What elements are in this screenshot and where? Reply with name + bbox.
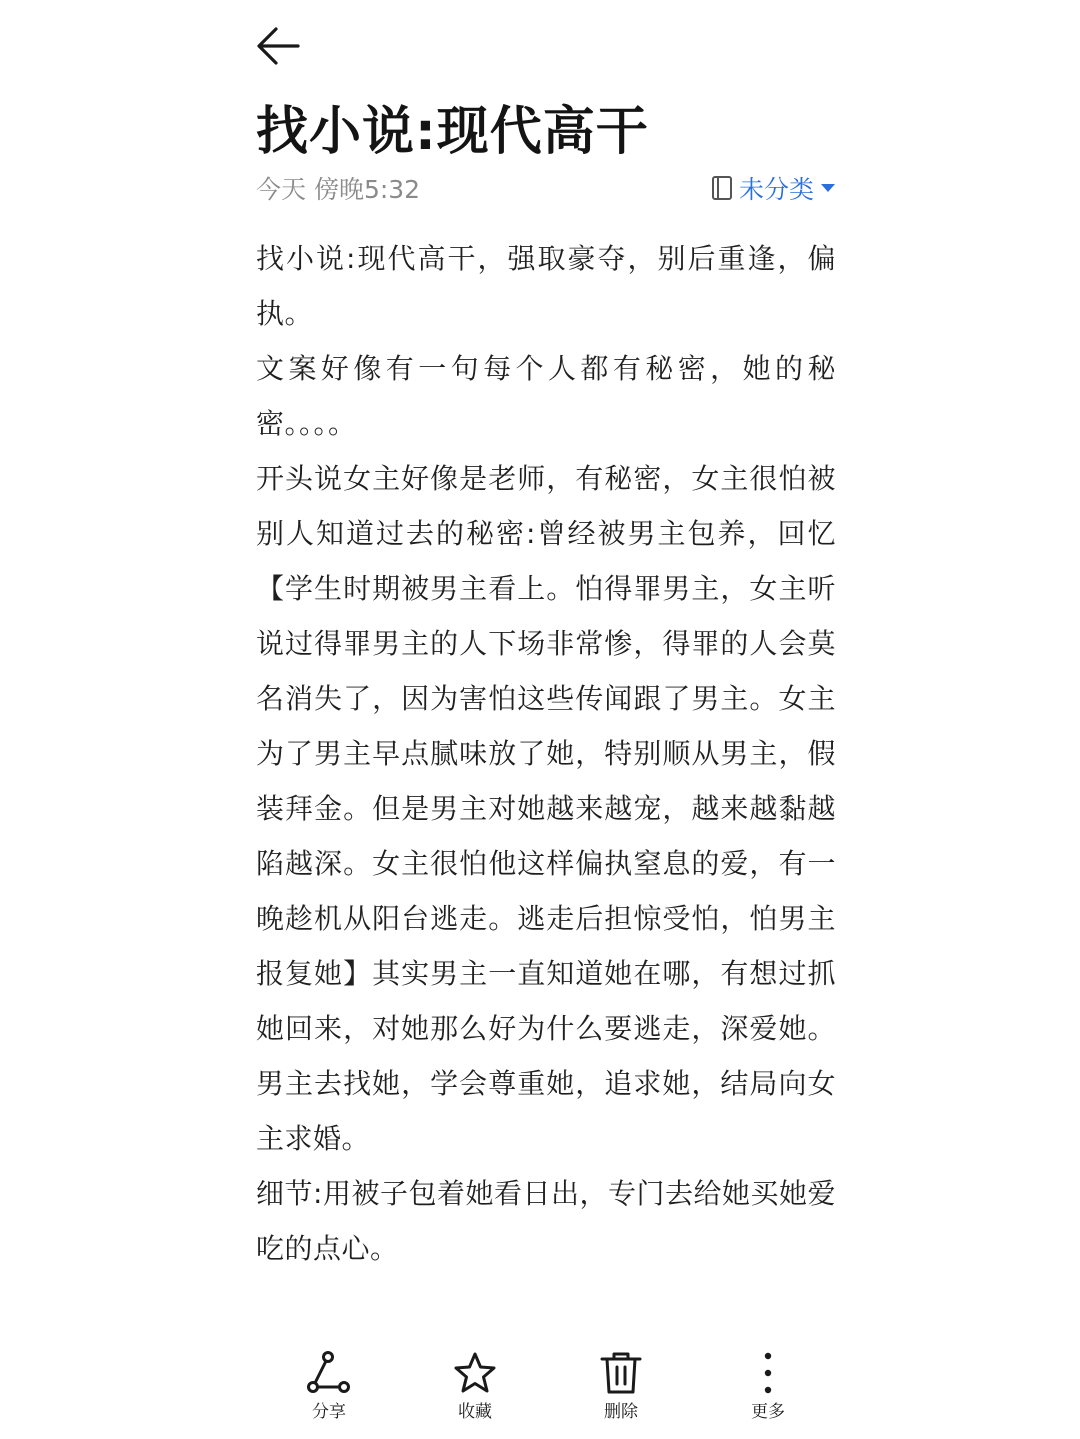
- note-paragraph: 细节:用被子包着她看日出，专门去给她买她爱吃的点心。: [256, 1177, 836, 1265]
- note-paragraph: 找小说:现代高干，强取豪夺，别后重逢，偏执。: [256, 242, 836, 330]
- notebook-icon: [711, 175, 733, 201]
- more-label: 更多: [751, 1402, 785, 1422]
- star-icon: [453, 1348, 497, 1398]
- note-paragraph: 文案好像有一句每个人都有秘密，她的秘密。。。。: [256, 352, 836, 440]
- more-vertical-icon: [762, 1348, 774, 1398]
- share-icon: [306, 1348, 352, 1398]
- note-body[interactable]: [256, 231, 836, 1276]
- category-selector[interactable]: [711, 170, 836, 206]
- favorite-button[interactable]: [420, 1348, 530, 1428]
- note-timestamp: 今天 傍晚5:32: [256, 175, 421, 204]
- back-button[interactable]: [252, 22, 304, 70]
- share-label: 分享: [312, 1402, 346, 1422]
- note-paragraph: 开头说女主好像是老师，有秘密，女主很怕被别人知道过去的秘密:曾经被男主包养，回忆【学生时期被男主看上。怕得罪男主，女主听说过得罪男主的人下场非常惨，得罪的人会莫名消失了，因为害怕这些传闻跟了男主。女主为了男主早点腻味放了她，特别顺从男主，假装拜金。但是男主对她越来越宠，越来越黏越陷越深。女主很怕他这样偏执窒息的爱，有一晚趁机从阳台逃走。逃走后担惊受怕，怕男主报复她】其实男主一直知道她在哪，有想过抓她回来，对她那么好为什么要逃走，深爱她。男主去找她，学会尊重她，追求她，结局向女主求婚。: [256, 462, 836, 1155]
- caret-down-icon: [820, 182, 836, 194]
- trash-icon: [599, 1348, 643, 1398]
- bottom-toolbar: [256, 1348, 842, 1428]
- delete-button[interactable]: [566, 1348, 676, 1428]
- favorite-label: 收藏: [458, 1402, 492, 1422]
- note-title[interactable]: 找小说:现代高干: [256, 102, 649, 162]
- arrow-left-icon: [256, 26, 300, 66]
- note-meta: [256, 168, 836, 208]
- category-label: 未分类: [738, 175, 814, 204]
- delete-label: 删除: [604, 1402, 638, 1422]
- share-button[interactable]: [274, 1348, 384, 1428]
- more-button[interactable]: [713, 1348, 823, 1428]
